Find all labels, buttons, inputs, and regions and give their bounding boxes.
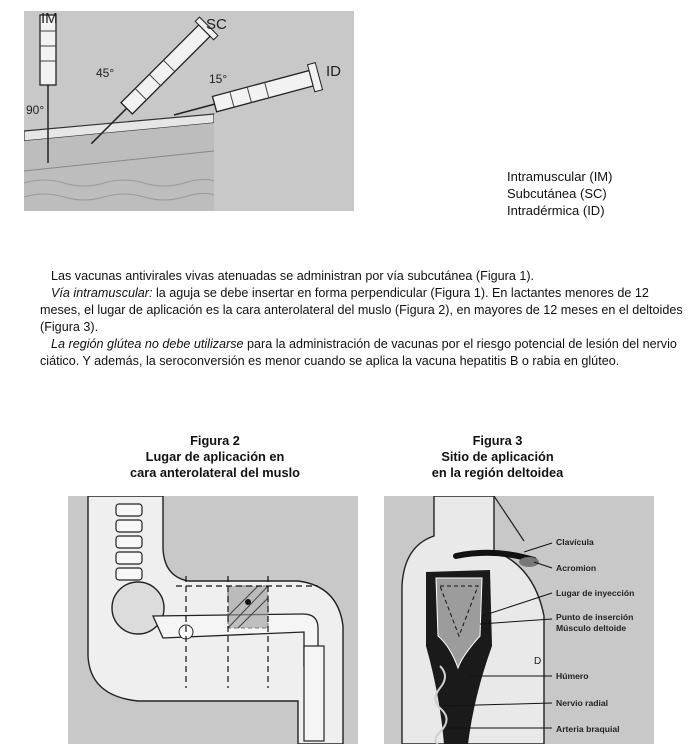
paragraph-3-italic: La región glútea no debe utilizarse: [51, 337, 244, 351]
figure-3-deltoid-diagram: [384, 496, 654, 744]
figure-1-injection-angles: [24, 11, 354, 211]
figure-3-title: Figura 3: [472, 433, 523, 448]
label-id: ID: [326, 63, 341, 80]
label-90: 90°: [26, 103, 45, 117]
paragraph-2: [40, 285, 685, 336]
label-im: IM: [41, 11, 58, 27]
label-musculo-deltoide: Músculo deltoide: [556, 623, 627, 633]
paragraph-3: [40, 336, 685, 370]
paragraph-3-rest: para la administración de vacunas por el riesgo potencial de lesión del nervio ciático. Y además, la seroconversión es menor cuando se aplica la vacuna hepatitis B o rabia en glúteo.: [40, 337, 677, 368]
label-acromion: Acromion: [556, 563, 597, 573]
label-15: 15°: [209, 72, 228, 86]
legend-im: Intramuscular (IM): [507, 169, 613, 184]
legend-id: Intradérmica (ID): [507, 203, 605, 218]
label-clavicula: Clavícula: [556, 537, 594, 547]
figure-2-title: Figura 2: [190, 433, 240, 448]
label-45: 45°: [96, 66, 115, 80]
paragraph-2-rest: la aguja se debe insertar en forma perpendicular (Figura 1). En lactantes menores de 12 meses, el lugar de aplicación es la cara anterolateral del muslo (Figura 2), en mayores de 12 meses en el deltoides (Figura 3).: [40, 286, 683, 334]
label-sc: SC: [206, 16, 227, 33]
paragraph-2-italic: Vía intramuscular:: [51, 286, 153, 300]
label-arteria-braquial: Arteria braquial: [556, 724, 620, 734]
label-lugar-inyeccion: Lugar de inyección: [556, 588, 635, 598]
label-punto-insercion: Punto de inserción: [556, 612, 634, 622]
svg-text:D: D: [534, 656, 542, 667]
label-humero: Húmero: [556, 671, 589, 681]
legend-sc: Subcutánea (SC): [507, 186, 607, 201]
figure-3-caption: Figura 3 Sitio de aplicación en la región deltoidea: [385, 433, 610, 481]
paragraph-1: Las vacunas antivirales vivas atenuadas se administran por vía subcutánea (Figura 1).: [51, 269, 535, 283]
figure-2-thigh-diagram: [68, 496, 358, 744]
label-nervio-radial: Nervio radial: [556, 698, 609, 708]
figure-2-caption: Figura 2 Lugar de aplicación en cara anterolateral del muslo: [80, 433, 350, 481]
